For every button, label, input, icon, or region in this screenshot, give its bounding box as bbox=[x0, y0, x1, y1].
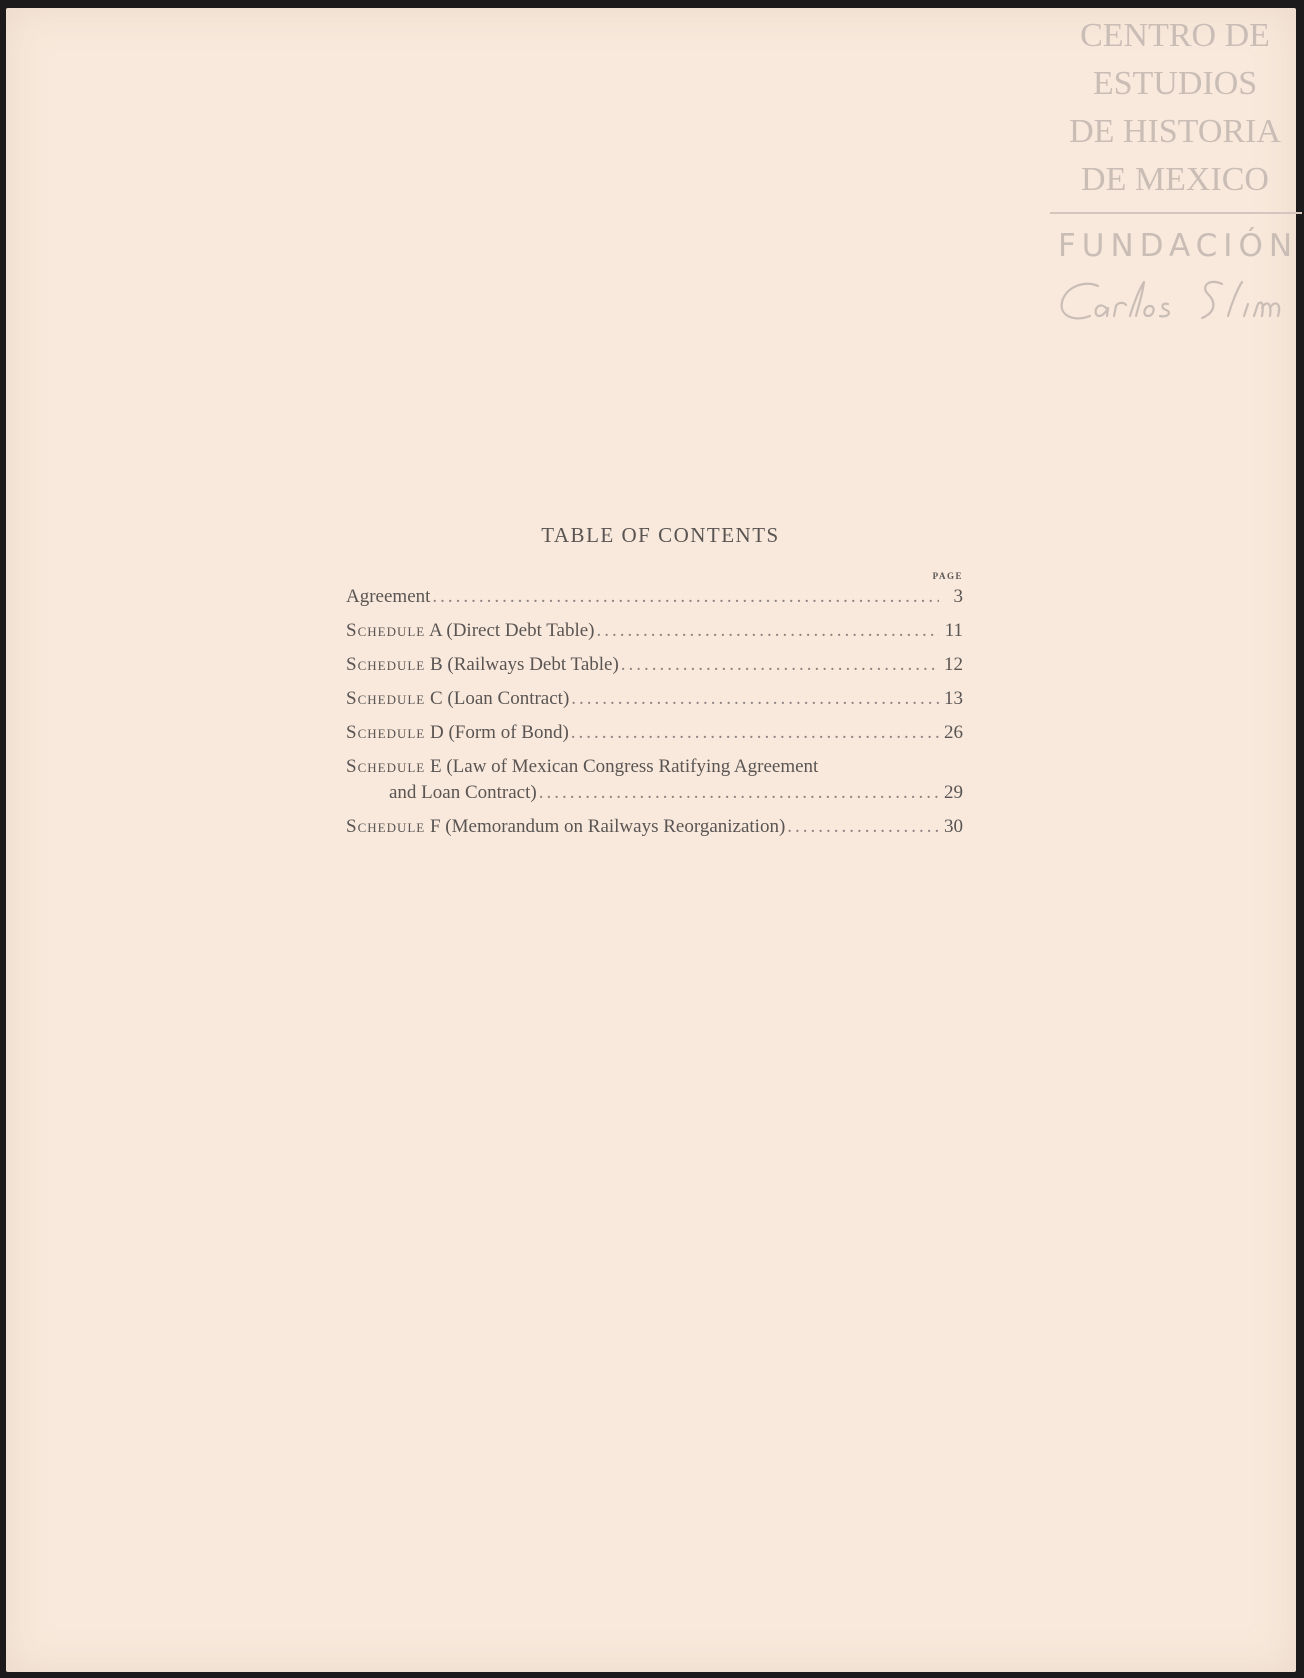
toc-entry-schedule-c bbox=[346, 686, 963, 712]
toc-entry-page: 29 bbox=[944, 782, 963, 803]
dot-leader bbox=[571, 686, 939, 712]
toc-entry-schedule-d bbox=[346, 720, 963, 746]
document-page bbox=[6, 8, 1299, 1672]
dot-leader bbox=[539, 780, 939, 806]
signature-logo-graphic bbox=[1050, 272, 1300, 332]
watermark-line-4: DE MEXICO bbox=[1081, 161, 1269, 198]
dot-leader bbox=[621, 652, 939, 678]
toc-entry-text: B (Railways Debt Table) bbox=[429, 654, 619, 675]
foundation-watermark bbox=[1042, 12, 1304, 332]
dot-leader bbox=[787, 814, 939, 840]
toc-title: TABLE OF CONTENTS bbox=[541, 523, 780, 547]
toc-entry-page: 26 bbox=[944, 722, 963, 743]
toc-entry-prefix: Schedule bbox=[346, 620, 426, 641]
toc-entry-schedule-b bbox=[346, 652, 963, 678]
watermark-line-3: DE HISTORIA bbox=[1069, 113, 1281, 150]
toc-entry-prefix: Schedule bbox=[346, 654, 426, 675]
watermark-line-1: CENTRO DE bbox=[1080, 17, 1270, 54]
toc-entry-text: C (Loan Contract) bbox=[429, 688, 570, 709]
watermark-divider bbox=[1050, 212, 1302, 214]
toc-entry-page: 12 bbox=[944, 654, 963, 675]
table-of-contents bbox=[346, 523, 963, 848]
toc-entry-prefix: Schedule bbox=[346, 816, 426, 837]
signature-logo-icon bbox=[1042, 272, 1304, 332]
toc-entry-continuation: and Loan Contract) bbox=[389, 782, 537, 803]
toc-entry-text: F (Memorandum on Railways Reorganization) bbox=[429, 816, 786, 837]
dot-leader bbox=[571, 720, 939, 746]
dot-leader bbox=[432, 584, 939, 610]
page-column-header: PAGE bbox=[932, 571, 963, 581]
toc-entry-page: 30 bbox=[944, 816, 963, 837]
toc-entry-agreement bbox=[346, 584, 963, 610]
watermark-line-2: ESTUDIOS bbox=[1092, 65, 1258, 102]
toc-entry-page: 13 bbox=[944, 688, 963, 709]
toc-entry-prefix: Schedule bbox=[346, 722, 426, 743]
toc-entry-page: 3 bbox=[953, 586, 963, 607]
watermark-foundation-label: FUNDACIÓN bbox=[1057, 228, 1299, 264]
toc-entry-prefix: Schedule bbox=[346, 756, 426, 777]
toc-entry-schedule-f bbox=[346, 814, 963, 840]
dot-leader bbox=[597, 618, 939, 644]
toc-entry-text: A (Direct Debt Table) bbox=[428, 620, 595, 641]
toc-entry-prefix: Schedule bbox=[346, 688, 426, 709]
toc-entry-text: Agreement bbox=[346, 586, 431, 607]
toc-entry-text: E (Law of Mexican Congress Ratifying Agreement bbox=[429, 756, 819, 777]
toc-entry-text: D (Form of Bond) bbox=[429, 722, 569, 743]
toc-entry-schedule-a bbox=[346, 618, 963, 644]
toc-entry-schedule-e bbox=[346, 754, 963, 806]
toc-entry-page: 11 bbox=[944, 620, 963, 641]
